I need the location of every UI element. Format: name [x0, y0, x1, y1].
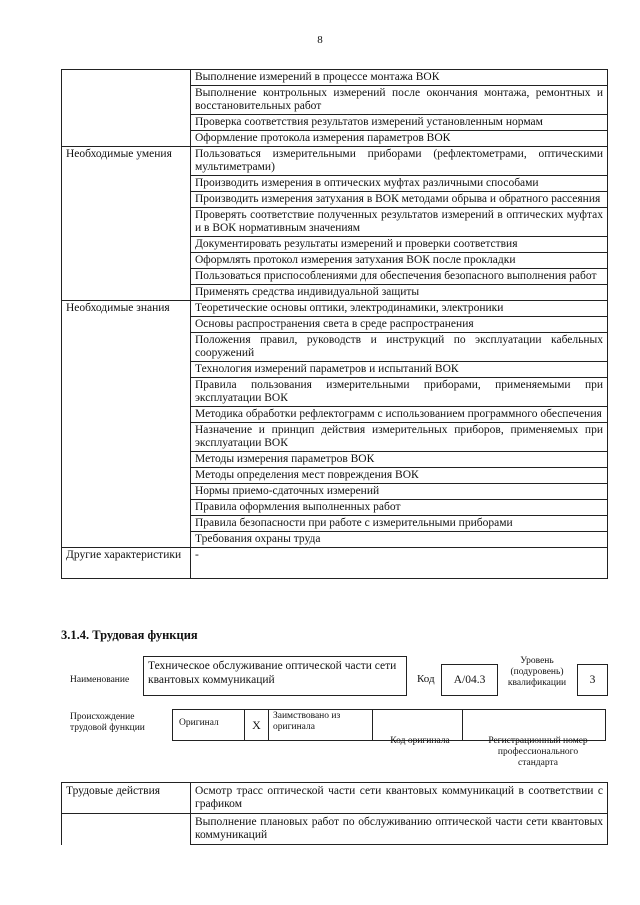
name-label: Наименование — [70, 675, 130, 685]
table-cell: Методика обработки рефлектограмм с использованием программного обеспечения — [191, 407, 608, 423]
table-cell: Правила оформления выполненных работ — [191, 500, 608, 516]
table-cell: Оформление протокола измерения параметров ВОК — [191, 131, 608, 147]
table-cell: Основы распространения света в среде распространения — [191, 317, 608, 333]
section-heading: 3.1.4. Трудовая функция — [61, 628, 198, 642]
table-row — [62, 516, 608, 532]
table-row — [62, 192, 608, 208]
table-cell: - — [191, 548, 608, 579]
level-label: Уровень (подуровень) квалификации — [507, 656, 567, 688]
table-cell: Назначение и принцип действия измерительных приборов, применяемых при эксплуатации ВОК — [191, 423, 608, 452]
table-row — [62, 86, 608, 115]
table-row — [62, 378, 608, 407]
table-cell: Нормы приемо-сдаточных измерений — [191, 484, 608, 500]
reg-number-label: Регистрационный номер профессионального стандарта — [488, 736, 588, 768]
table-row — [62, 317, 608, 333]
knowledge-label: Необходимые знания — [62, 301, 191, 317]
table-cell: Выполнение плановых работ по обслуживанию оптической части сети квантовых коммуникаций — [191, 814, 608, 845]
table-row — [62, 407, 608, 423]
table-cell: Производить измерения затухания в ВОК методами обрыва и обратного рассеяния — [191, 192, 608, 208]
table-cell: Теоретические основы оптики, электродинамики, электроники — [191, 301, 608, 317]
table-cell: Выполнение измерений в процессе монтажа ВОК — [191, 70, 608, 86]
table-row — [62, 131, 608, 147]
table-cell: Методы измерения параметров ВОК — [191, 452, 608, 468]
table-row — [62, 176, 608, 192]
origin-label: Происхождение трудовой функции — [70, 712, 145, 733]
table-row — [62, 333, 608, 362]
table-cell: Оформлять протокол измерения затухания ВОК после прокладки — [191, 253, 608, 269]
table-row — [62, 70, 608, 86]
table-row — [62, 484, 608, 500]
table-cell: Требования охраны труда — [191, 532, 608, 548]
table-cell: Проверять соответствие полученных результатов измерений в оптических муфтах и в ВОК нормативным значениям — [191, 208, 608, 237]
empty-label-cell — [62, 70, 191, 86]
table-row — [62, 783, 608, 814]
table-cell: Правила пользования измерительными приборами, применяемыми при эксплуатации ВОК — [191, 378, 608, 407]
function-name-box: Техническое обслуживание оптической части сети квантовых коммуникаций — [143, 656, 407, 696]
table-row — [62, 500, 608, 516]
other-label: Другие характеристики — [62, 548, 191, 579]
actions-label: Трудовые действия — [62, 783, 191, 814]
original-cell: Оригинал — [172, 709, 244, 741]
table-cell: Методы определения мест повреждения ВОК — [191, 468, 608, 484]
table-cell: Документировать результаты измерений и проверки соответствия — [191, 237, 608, 253]
table-cell: Пользоваться приспособлениями для обеспечения безопасного выполнения работ — [191, 269, 608, 285]
table-row — [62, 301, 608, 317]
table-cell: Производить измерения в оптических муфтах различными способами — [191, 176, 608, 192]
code-label: Код — [417, 673, 435, 685]
level-box: 3 — [577, 664, 608, 696]
borrowed-cell: Заимствовано из оригинала — [268, 709, 372, 741]
labor-actions-table — [61, 782, 608, 845]
table-cell: Осмотр трасс оптической части сети квантовых коммуникаций в соответствии с графиком — [191, 783, 608, 814]
table-row — [62, 814, 608, 845]
table-row — [62, 468, 608, 484]
table-cell: Выполнение контрольных измерений после окончания монтажа, ремонтных и восстановительных работ — [191, 86, 608, 115]
page-number: 8 — [317, 34, 323, 46]
table-row — [62, 423, 608, 452]
table-row — [62, 269, 608, 285]
code-original-label: Код оригинала — [390, 736, 450, 746]
requirements-table — [61, 69, 608, 579]
original-mark: X — [244, 709, 268, 741]
table-cell: Технология измерений параметров и испытаний ВОК — [191, 362, 608, 378]
code-box: А/04.3 — [441, 664, 498, 696]
table-row — [62, 285, 608, 301]
table-row — [62, 362, 608, 378]
table-cell: Правила безопасности при работе с измерительными приборами — [191, 516, 608, 532]
table-cell: Пользоваться измерительными приборами (рефлектометрами, оптическими мультиметрами) — [191, 147, 608, 176]
table-cell: Положения правил, руководств и инструкций по эксплуатации кабельных сооружений — [191, 333, 608, 362]
table-cell: Проверка соответствия результатов измерений установленным нормам — [191, 115, 608, 131]
table-row — [62, 548, 608, 579]
table-row — [62, 253, 608, 269]
skills-label: Необходимые умения — [62, 147, 191, 176]
table-row — [62, 532, 608, 548]
table-cell: Применять средства индивидуальной защиты — [191, 285, 608, 301]
table-row — [62, 147, 608, 176]
table-row — [62, 237, 608, 253]
table-row — [62, 115, 608, 131]
table-row — [62, 208, 608, 237]
table-row — [62, 452, 608, 468]
